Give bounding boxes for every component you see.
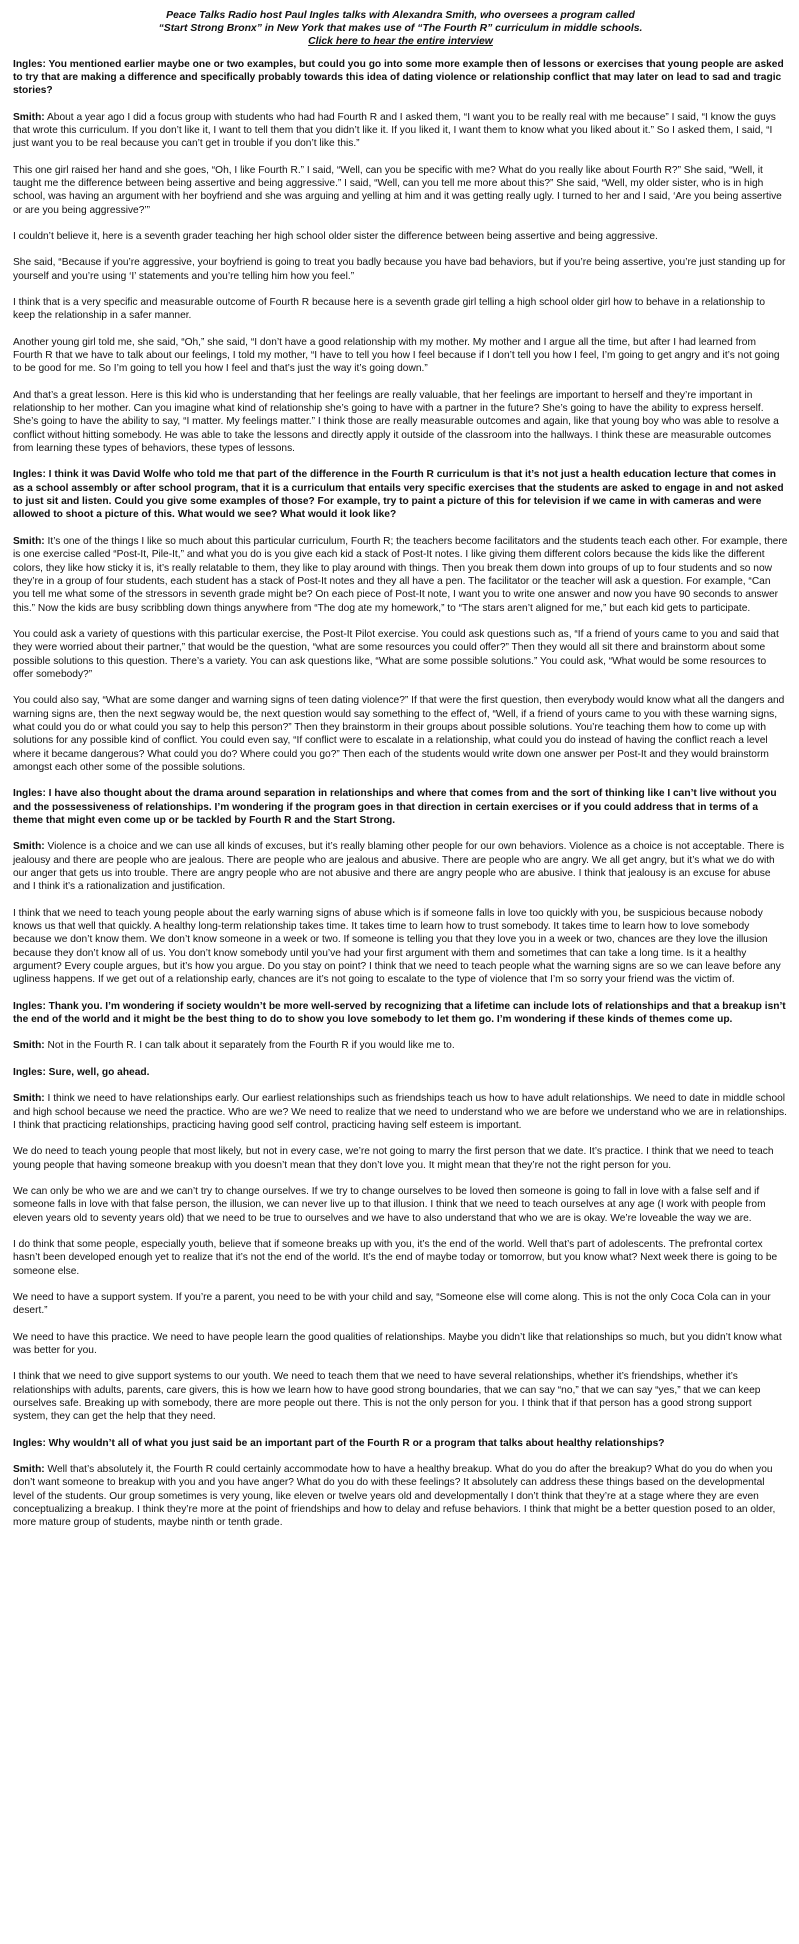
paragraph-text: Ingles: You mentioned earlier maybe one or two examples, but could you go into some more example then of lessons or exercises that young people are asked to try that are making a difference and specifically probably towards this idea of dating violence or relationship conflict that may later on lead to sad and tragic stories? <box>13 58 784 97</box>
answer-paragraph <box>13 840 788 893</box>
paragraph-text: Another young girl told me, she said, “Oh,” she said, “I don’t have a good relationship with my mother. My mother and I argue all the time, but after I had learned from Fourth R that we have to talk about our feelings, I told my mother, “I have to tell you how I feel because if I don’t tell you how I feel, I’m going to get angry and it’s not going to be good for me. So I’m going to tell you how I feel and that’s just the way it’s going down.” <box>13 336 780 375</box>
paragraph-text: Well that’s absolutely it, the Fourth R could certainly accommodate how to have a healthy breakup. What do you do after the breakup? What do you do when you don’t want someone to breakup with you and you have anger? What do you do with these feelings? It absolutely can address these things based on the developmental level of the students. Our group sometimes is very young, like eleven or twelve years old and developmentally I don’t think that they’re at a stage where they are even conceptualizing a breakup. I think they’re more at the point of friendships and how to delay and refuse behaviors. I think that might be a better question posed to an older, more mature group of students, maybe ninth or tenth grade. <box>13 1464 776 1529</box>
interviewer-question <box>13 1066 788 1079</box>
answer-paragraph <box>13 1370 788 1423</box>
interviewer-question <box>13 787 788 827</box>
paragraph-text: I think we need to have relationships early. Our earliest relationships such as friendships teach us how to have adult relationships. We need to date in middle school and high school because we need the practice. Who are we? We need to realize that we need to understand who we are before we understand who we are in relationships. I think that practicing relationships, practicing having good self control, practicing having self esteem is important. <box>13 1093 787 1131</box>
interviewer-question <box>13 58 788 98</box>
answer-paragraph <box>13 1291 788 1318</box>
paragraph-text: About a year ago I did a focus group with students who had had Fourth R and I asked them, “I want you to be really real with me because” I said, “I know the guys that wrote this curriculum. If you don’t like it, I want to tell them that you didn’t like it. If you liked it, I want them to know what you liked about it.” So I asked them, I said, “I just want you to be real because you can’t get in trouble if you don’t like this.” <box>13 111 776 150</box>
interviewer-question <box>13 1000 788 1027</box>
paragraph-text: Ingles: I have also thought about the drama around separation in relationships and where that comes from and the sort of thinking like I can’t live without you and the possessiveness of relationships. I’m wondering if the program goes in that direction in certain exercises or if you could address that in terms of a theme that might even come up or be tackled by Fourth R and the Start Strong. <box>13 788 777 826</box>
answer-paragraph <box>13 1185 788 1225</box>
paragraph-text: Ingles: Thank you. I’m wondering if society wouldn’t be more well-served by recognizing that a lifetime can include lots of relationships and that a breakup isn’t the end of the world and it might be the best thing to do to show you love somebody to let them go. I’m wondering if these kinds of themes come up. <box>13 1000 786 1026</box>
paragraph-text: We need to have a support system. If you’re a parent, you need to be with your child and say, “Someone else will come along. This is not the only Coca Cola can in your desert.” <box>13 1291 771 1317</box>
answer-paragraph <box>13 628 788 681</box>
answer-paragraph <box>13 111 788 151</box>
answer-paragraph <box>13 296 788 323</box>
paragraph-text: Violence is a choice and we can use all kinds of excuses, but it’s really blaming other people for our own behaviors. Violence as a choice is not acceptable. There is jealousy and there are people who are jealous. There are people who are jealous and abusive. There are people who are angry. We all get angry, but it’s what we do with our anger that gets us into trouble. There are angry people who are not abusive and there are angry people who are abusive. I think that jealousy is an excuse for abuse and I think it’s a rationalization and justification. <box>13 841 785 893</box>
header-line-2: “Start Strong Bronx” in New York that makes use of “The Fourth R” curriculum in middle schools. <box>158 23 643 35</box>
answer-paragraph <box>13 1039 788 1052</box>
transcript-body <box>13 58 788 1530</box>
paragraph-text: I think that we need to give support systems to our youth. We need to teach them that we need to have several relationships, whether it’s friendships, whether it’s relationships with adults, parents, care givers, this is how we learn how to have good strong boundaries, that we can say “no,” that we can say “yes,” that we can keep ourselves safe. Breaking up with somebody, there are more people out there. This is not the only person for you. I think that if that person has a good strong support system, they can get the help that they need. <box>13 1371 761 1423</box>
answer-paragraph <box>13 1463 788 1530</box>
speaker-label: Smith: <box>13 1040 45 1052</box>
paragraph-text: It’s one of the things I like so much about this particular curriculum, Fourth R; the teachers become facilitators and the students teach each other. For example, there is one exercise called “Post-It, Pile-It,” and what you do is you give each kid a stack of Post-It notes. I like giving them different colors because the kids like the different colors, they like how sticky it is, it’s really relatable to them, they like to play around with things. Then you break them down into groups of up to four students and so now they’re in a group of four students, each student has a stack of Post-It notes and they all have a pen. The facilitator or the teacher will ask a question. For example, “Can you tell me what some of the stressors in seventh grade might be? On each piece of Post-It note, I want you to write one answer and now you have 90 seconds to answer this.” Now the kids are busy scribbling down things anywhere from “The dog ate my homework,” to “The stars aren’t aligned for me,” but each kid gets to participate. <box>13 535 788 614</box>
answer-paragraph <box>13 389 788 456</box>
paragraph-text: We can only be who we are and we can’t try to change ourselves. If we try to change ourselves to be loved then someone is going to fall in love with a false self and if someone falls in love with that false person, the illusion, we can never live up to that illusion. I think that we need to teach ourselves at any age (I work with people from eleven years old to seventy years old) that we need to be true to ourselves and we have to also understand that who we are is okay. We’re loveable the way we are. <box>13 1185 766 1224</box>
paragraph-text: I do think that some people, especially youth, believe that if someone breaks up with you, it’s the end of the world. Well that’s part of adolescents. The prefrontal cortex hasn’t been developed enough yet to realize that it’s not the end of the world. It’s the end of maybe today or tomorrow, but you know what? Next week there is going to be someone else. <box>13 1238 778 1277</box>
answer-paragraph <box>13 1145 788 1172</box>
paragraph-text: Ingles: Sure, well, go ahead. <box>13 1066 150 1078</box>
speaker-label: Smith: <box>13 1464 45 1476</box>
paragraph-text: Ingles: I think it was David Wolfe who told me that part of the difference in the Fourth R curriculum is that it’s not just a health education lecture that comes in as a school assembly or after school program, that it is a curriculum that entails very specific exercises that the students are asked to engage in and not asked to just sit and listen. Could you give some examples of those? For example, try to paint a picture of this for television if we came in with cameras and were allowed to shoot a picture of this. What would we see? What would it look like? <box>13 469 784 521</box>
header-line-1: Peace Talks Radio host Paul Ingles talks with Alexandra Smith, who oversees a program called <box>166 10 635 21</box>
answer-paragraph <box>13 1238 788 1278</box>
answer-paragraph <box>13 164 788 217</box>
answer-paragraph <box>13 1331 788 1358</box>
transcript-header <box>13 9 788 49</box>
speaker-label: Smith: <box>13 535 45 547</box>
answer-paragraph <box>13 256 788 283</box>
paragraph-text: I couldn’t believe it, here is a seventh grader teaching her high school older sister the difference between being assertive and being aggressive. <box>13 230 658 242</box>
answer-paragraph <box>13 230 788 243</box>
paragraph-text: I think that is a very specific and measurable outcome of Fourth R because here is a seventh grade girl telling a high school older girl how to behave in a relationship to keep the relationship in a safer manner. <box>13 297 766 322</box>
answer-paragraph <box>13 694 788 774</box>
paragraph-text: Ingles: Why wouldn’t all of what you just said be an important part of the Fourth R or a program that talks about healthy relationships? <box>13 1437 665 1449</box>
paragraph-text: You could also say, “What are some danger and warning signs of teen dating violence?” If that were the first question, then everybody would know what all the dangers and warning signs are, then the next segway would be, the next question would say something to the effect of, “Well, if a friend of yours came to you with these warning signs, what could you do or what could you say to help this person?” Then they brainstorm in their groups about possible solutions. You’re teaching them how to come up with solutions for any possible kind of conflict. You could even say, “If conflict were to escalate in a relationship, what could you do instead of having the conflict reach a level where it became dangerous? What could you do? Where could you go?” Then each of the students would write down one answer per Post-It and they would brainstorm amongst each other some of the possible solutions. <box>13 695 785 773</box>
paragraph-text: You could ask a variety of questions with this particular exercise, the Post-It Pilot exercise. You could ask questions such as, “If a friend of yours came to you and said that they were worried about their partner,” that would be the question, “what are some resources you could offer?” Then they would all sit there and brainstorm about some possible solutions to this question. There’s a variety. You can ask questions like, “What are some possible solutions.” You could ask, “What would be some resources to offer somebody?” <box>13 628 779 680</box>
paragraph-text: We need to have this practice. We need to have people learn the good qualities of relationships. Maybe you didn’t like that relationships so much, but you didn’t know what was better for you. <box>13 1331 782 1356</box>
speaker-label: Smith: <box>13 111 45 123</box>
hear-interview-link[interactable]: Click here to hear the entire interview <box>308 36 493 48</box>
speaker-label: Smith: <box>13 1093 45 1105</box>
answer-paragraph <box>13 336 788 376</box>
paragraph-text: I think that we need to teach young people about the early warning signs of abuse which is if someone falls in love too quickly with you, be suspicious because nobody knows us that well that quickly. A healthy long-term relationship takes time. It takes time to learn how to trust somebody. It takes time to learn how to love somebody because we don’t know them. We don’t know someone in a week or two. If someone is telling you that they love you in a week or two, chances are they love the illusion because they don’t know all of us. You don’t know somebody until you’ve had your first argument with them and sometimes that can take a long time. Is it a healthy argument? Every couple argues, but it’s how you argue. Do you stay on point? I think that we need to teach people what the warning signs are so we can leave before any ugliness happens. If we get out of a relationship early, chances are it’s not going to escalate to the type of violence that I’m so sorry your friend was the victim of. <box>13 907 781 986</box>
paragraph-text: This one girl raised her hand and she goes, “Oh, I like Fourth R.” I said, “Well, can you be specific with me? What do you really like about Fourth R?” She said, “Well, it taught me the difference between being assertive and being aggressive.” I said, “Well, can you tell me more about this?” She said, “Well, my older sister, who is in high school, was having an argument with her boyfriend and she was arguing and yelling at him and it was getting really ugly. I turned to her and I said, ‘Are you being assertive or are you being aggressive?’” <box>13 164 782 216</box>
answer-paragraph <box>13 535 788 615</box>
paragraph-text: She said, “Because if you’re aggressive, your boyfriend is going to treat you badly because you have bad behaviors, but if you’re being assertive, you’re just standing up for yourself and you’re using ‘I’ statements and you’re telling him how you feel.” <box>13 257 786 282</box>
paragraph-text: Not in the Fourth R. I can talk about it separately from the Fourth R if you would like me to. <box>47 1040 455 1052</box>
paragraph-text: And that’s a great lesson. Here is this kid who is understanding that her feelings are really valuable, that her feelings are important to herself and they’re important in relationship to her mother. Can you imagine what kind of relationship she’s going to have with a partner in the future? She’s going to have the ability to express herself. She’s going to have the ability to say, “I matter. My feelings matter.” I think those are really measurable outcomes and again, like that young boy who was able to resolve a conflict without hitting somebody. He was able to take the lessons and directly apply it outside of the classroom into the hallways. I think these are measurable outcomes from learning these types of behaviors, these types of lessons. <box>13 389 779 455</box>
answer-paragraph <box>13 1092 788 1132</box>
interviewer-question <box>13 1437 788 1450</box>
speaker-label: Smith: <box>13 841 45 853</box>
answer-paragraph <box>13 907 788 987</box>
interviewer-question <box>13 468 788 521</box>
paragraph-text: We do need to teach young people that most likely, but not in every case, we’re not going to marry the first person that we date. It’s practice. I think that we need to teach young people that having someone breakup with you doesn’t mean that they don’t love you. It might mean that they’re not the right person for you. <box>13 1146 774 1171</box>
